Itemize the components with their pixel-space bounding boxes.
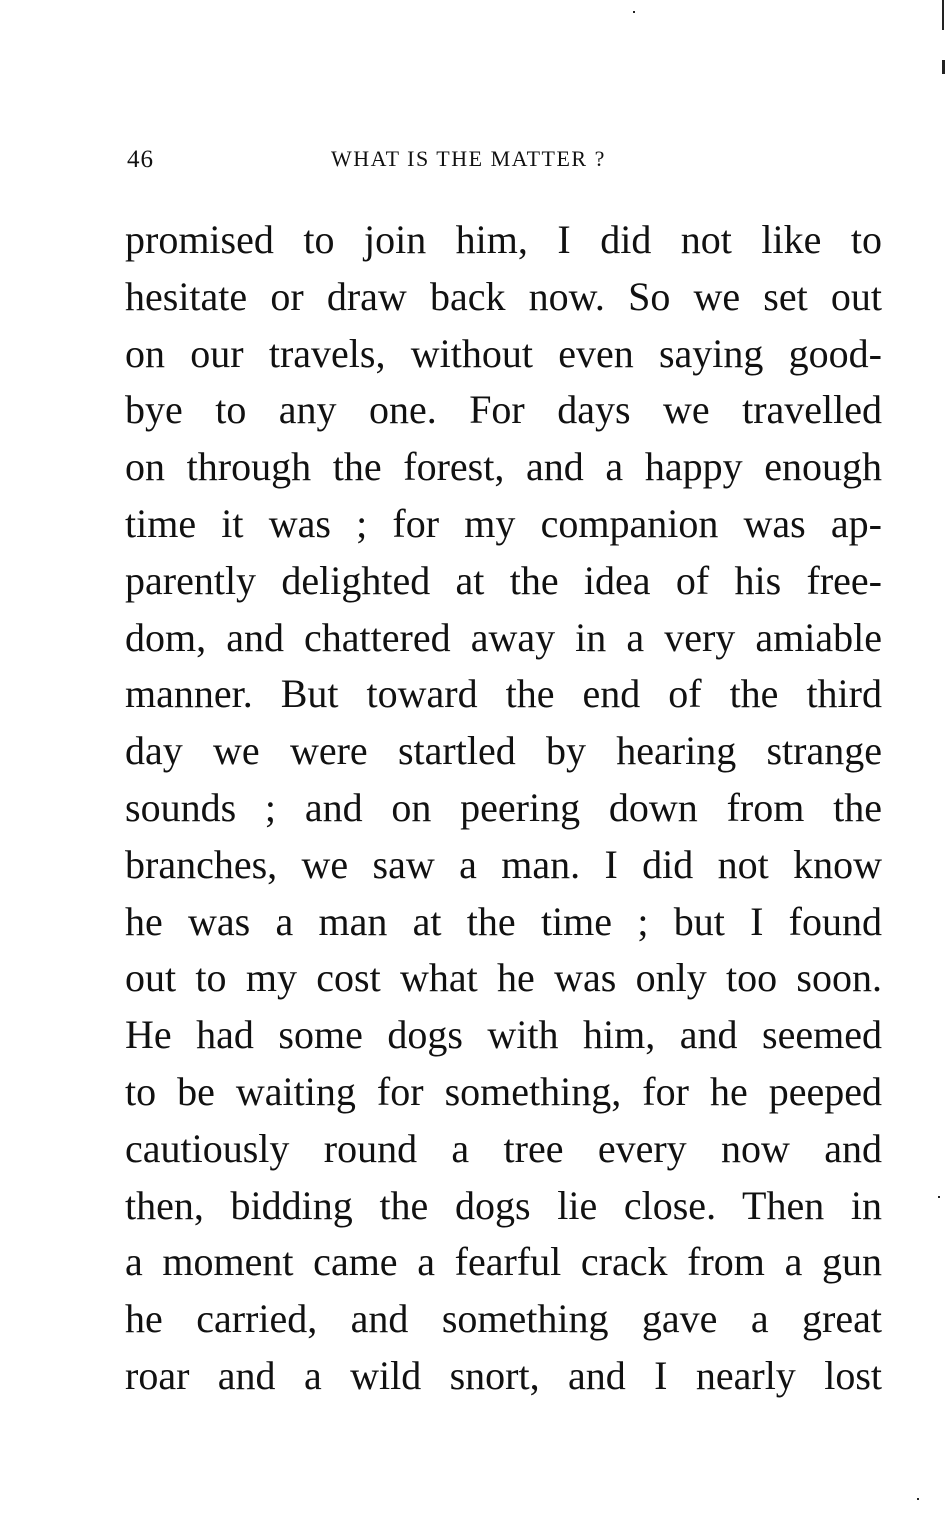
text-line: He had some dogs with him, and seemed [125,1012,882,1058]
text-line: a moment came a fearful crack from a gun [125,1239,882,1285]
text-line: day we were startled by hearing strange [125,728,882,774]
scan-speck [633,11,635,13]
text-line: then, bidding the dogs lie close. Then in [125,1182,882,1228]
text-line: he was a man at the time ; but I found [125,898,882,944]
text-line: on our travels, without even saying good- [125,330,882,376]
page-header [127,146,687,180]
text-line: he carried, and something gave a great [125,1296,882,1342]
text-line: promised to join him, I did not like to [125,217,882,262]
scan-edge-mark [942,60,945,74]
scan-speck [938,1196,940,1198]
page-number: 46 [127,146,154,173]
text-line: on through the forest, and a happy enough [125,444,882,490]
scan-speck [917,1498,919,1500]
text-line: parently delighted at the idea of his free- [125,557,882,603]
body-text [125,212,882,1405]
text-line: hesitate or draw back now. So we set out [125,273,882,319]
text-line: bye to any one. For days we travelled [125,387,882,433]
text-line: out to my cost what he was only too soon. [125,955,882,1001]
text-line: dom, and chattered away in a very amiable [125,614,882,660]
text-line: to be waiting for something, for he peeped [125,1068,882,1114]
running-title: WHAT IS THE MATTER ? [331,146,606,171]
text-line: cautiously round a tree every now and [125,1125,882,1171]
text-line: time it was ; for my companion was ap- [125,500,882,546]
text-line: manner. But toward the end of the third [125,671,882,717]
text-line: roar and a wild snort, and I nearly lost [125,1352,882,1398]
text-line: sounds ; and on peering down from the [125,784,882,830]
scan-edge-mark [942,0,944,30]
text-line: branches, we saw a man. I did not know [125,841,882,887]
